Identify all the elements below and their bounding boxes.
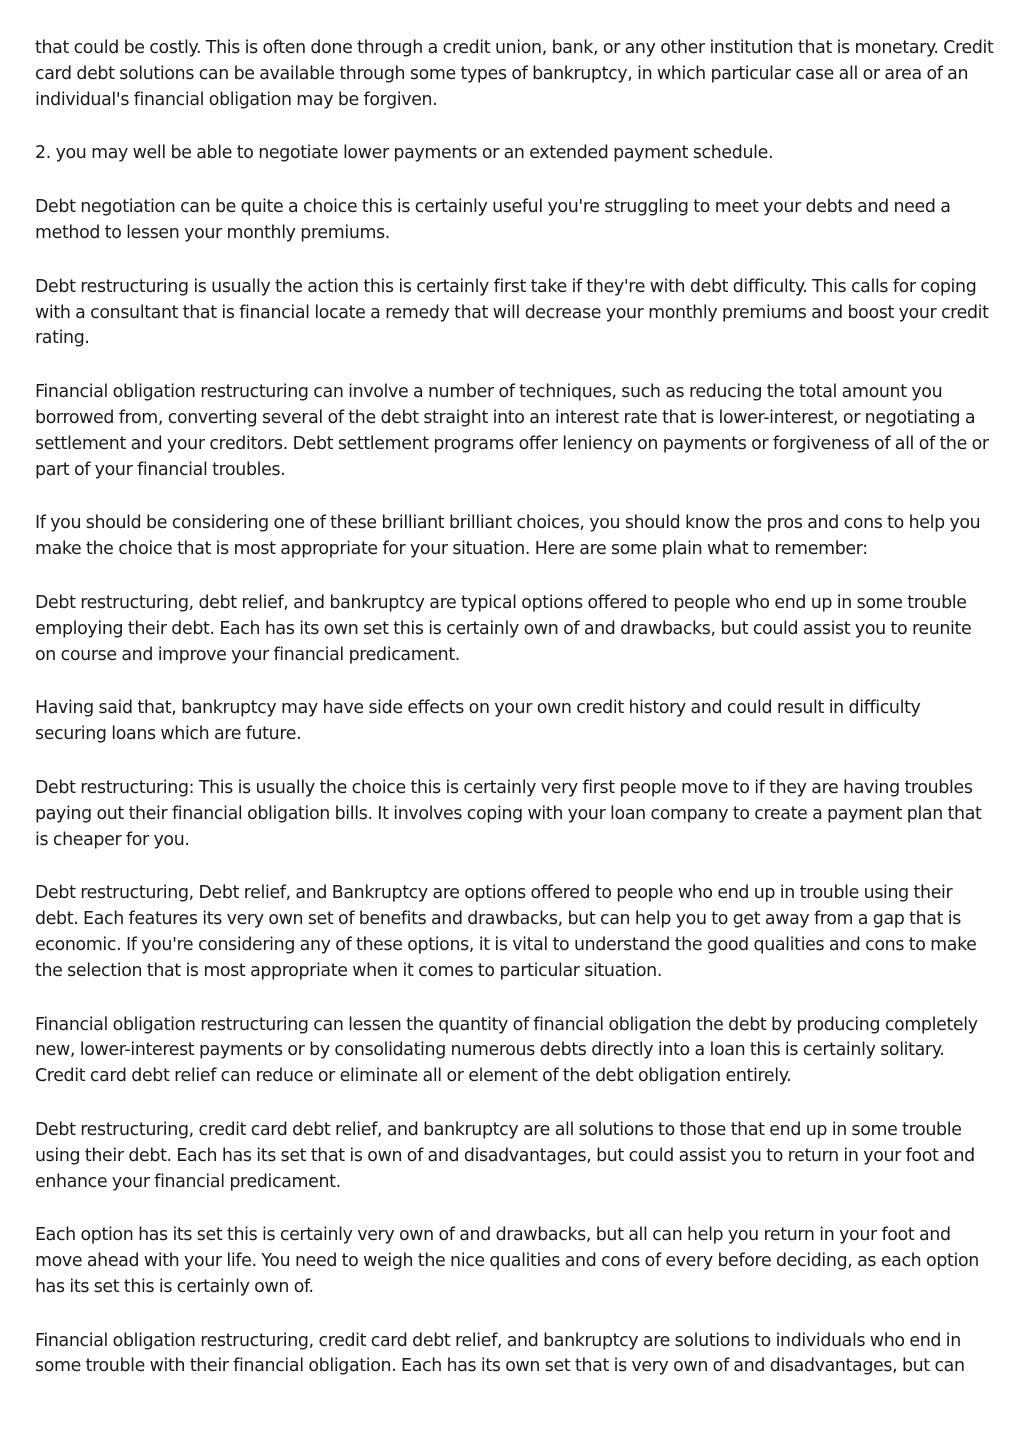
paragraph-4: Debt restructuring is usually the action this is certainly first take if they're with debt difficulty. This calls for coping with a consultant that is financial locate a remedy that will decrease your monthly premiums and boost your credit rating. bbox=[35, 276, 989, 349]
paragraph-10: Debt restructuring, Debt relief, and Bankruptcy are options offered to people who end up in trouble using their debt. Each features its very own set of benefits and drawbacks, but can help you to get away from a gap that is economic. If you're considering any of these options, it is vital to understand the good qualities and cons to make the selection that is most appropriate when it comes to particular situation. bbox=[35, 883, 977, 981]
document-body bbox=[35, 36, 995, 1408]
paragraph-12: Debt restructuring, credit card debt relief, and bankruptcy are all solutions to those that end up in some trouble using their debt. Each has its set that is own of and disadvantages, but could assist you to return in your foot and enhance your financial predicament. bbox=[35, 1119, 975, 1192]
paragraph-6: If you should be considering one of these brilliant brilliant choices, you should know the pros and cons to help you make the choice that is most appropriate for your situation. Here are some plain what to remember: bbox=[35, 513, 981, 560]
paragraph-8: Having said that, bankruptcy may have side effects on your own credit history and could result in difficulty securing loans which are future. bbox=[35, 698, 921, 745]
paragraph-7: Debt restructuring, debt relief, and bankruptcy are typical options offered to people who end up in some trouble employing their debt. Each has its own set this is certainly own of and drawbacks, but could assist you to reunite on course and improve your financial predicament. bbox=[35, 592, 972, 665]
paragraph-3: Debt negotiation can be quite a choice this is certainly useful you're struggling to meet your debts and need a method to lessen your monthly premiums. bbox=[35, 197, 951, 243]
paragraph-11: Financial obligation restructuring can lessen the quantity of financial obligation the debt by producing completely new, lower-interest payments or by consolidating numerous debts directly into a loan this is certainly solitary. Credit card debt relief can reduce or eliminate all or element of the debt obligation entirely. bbox=[35, 1014, 978, 1087]
paragraph-14: Financial obligation restructuring, credit card debt relief, and bankruptcy are solutions to individuals who end in some trouble with their financial obligation. Each has its own set that is very own of and disadvantages, but can bbox=[35, 1330, 965, 1377]
paragraph-2: 2. you may well be able to negotiate lower payments or an extended payment schedule. bbox=[35, 143, 774, 164]
paragraph-13: Each option has its set this is certainly very own of and drawbacks, but all can help you return in your foot and move ahead with your life. You need to weigh the nice qualities and cons of every before deciding, as each option has its set this is certainly own of. bbox=[35, 1225, 979, 1297]
paragraph-9: Debt restructuring: This is usually the choice this is certainly very first people move to if they are having troubles paying out their financial obligation bills. It involves coping with your loan company to create a payment plan that is cheaper for you. bbox=[35, 777, 982, 850]
paragraph-5: Financial obligation restructuring can involve a number of techniques, such as reducing the total amount you borrowed from, converting several of the debt straight into an interest rate that is lower-interest, or negotiating a settlement and your creditors. Debt settlement programs offer leniency on payments or forgiveness of all of the or part of your financial troubles. bbox=[35, 382, 989, 480]
paragraph-1: that could be costly. This is often done through a credit union, bank, or any other institution that is monetary. Credit card debt solutions can be available through some types of bankruptcy, in which particular case all or area of an individual's financial obligation may be forgiven. bbox=[35, 38, 994, 110]
